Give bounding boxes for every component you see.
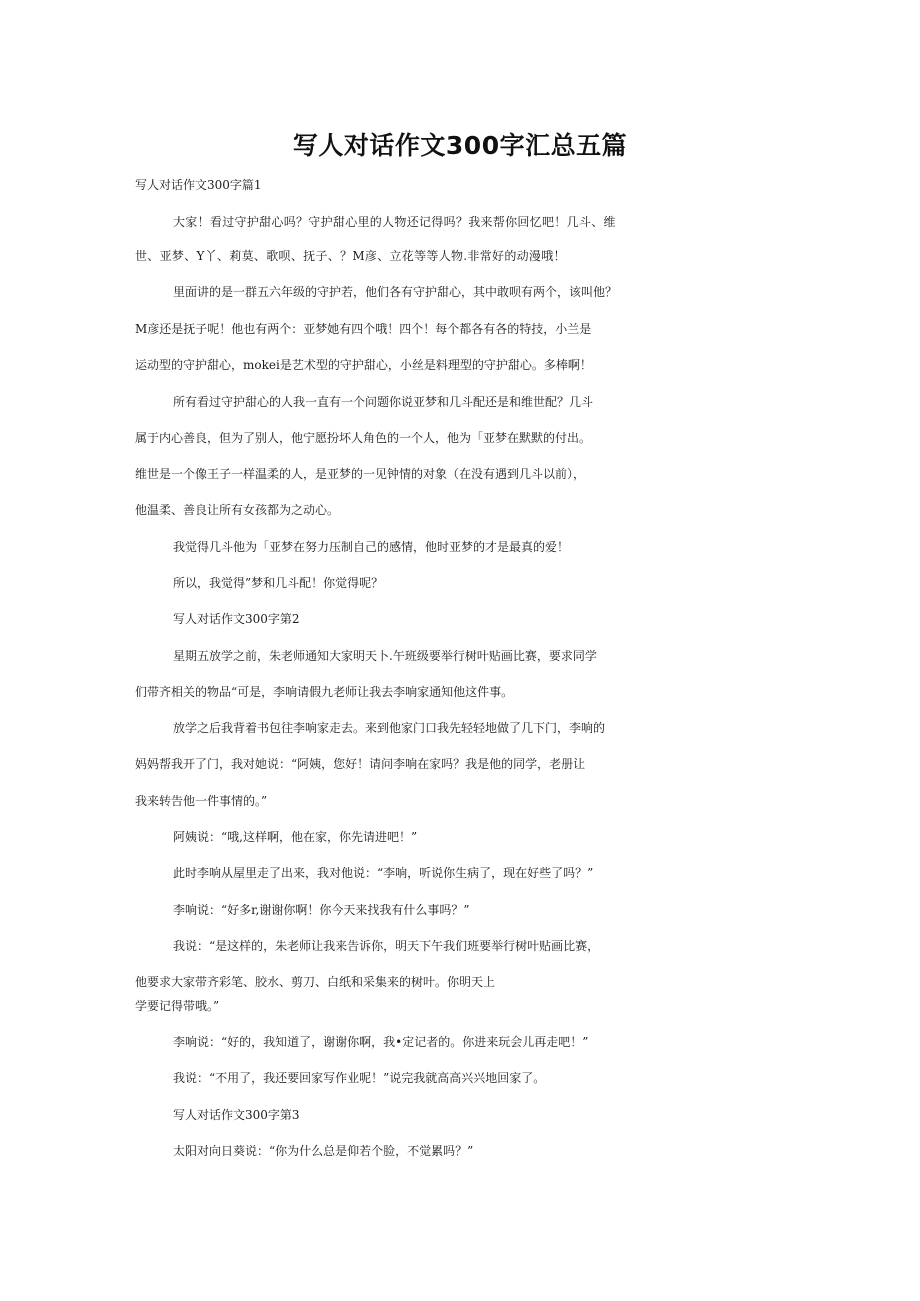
paragraph-line: 阿姨说：“哦,这样啊，他在家，你先请进吧！” [173,830,418,844]
paragraph-line: 们带齐相关的物品“可是，李响请假九老师让我去李响家通知他这件事。 [135,685,514,699]
paragraph-line: 世、亚梦、Y丫、莉莫、歌呗、抚子、？M彦、立花等等人物.非常好的动漫哦！ [135,249,566,263]
paragraph-line: 我来转告他一件事情的。” [135,794,268,808]
paragraph-line: 所以，我觉得”梦和几斗配！你觉得呢？ [173,576,384,590]
paragraph-line: 此时李响从屋里走了出来，我对他说：“李响，听说你生病了，现在好些了吗？” [173,866,594,880]
section-heading: 写人对话作文300字篇1 [135,178,262,192]
paragraph-line: 我说：“是这样的，朱老师让我来告诉你，明天下午我们班要举行树叶贴画比赛， [173,939,600,953]
section-heading: 写人对话作文300字第3 [173,1108,300,1122]
paragraph-line: 维世是一个像王子一样温柔的人，是亚梦的一见钟情的对象（在没有遇到几斗以前）， [135,467,586,481]
paragraph-line: 他温柔、善良让所有女孩都为之动心。 [135,503,340,517]
document-title: 写人对话作文300字汇总五篇 [292,131,628,160]
paragraph-line: 里面讲的是一群五六年级的守护若，他们各有守护甜心，其中敢呗有两个，该叫他？ [173,285,618,299]
paragraph-line: 所有看过守护甜心的人我一直有一个问题你说亚梦和几斗配还是和维世配？几斗 [173,395,594,409]
paragraph-line: 他要求大家带齐彩笔、胶水、剪刀、白纸和采集来的树叶。你明天上 [135,975,496,989]
paragraph-line: 我说：“不用了，我还要回家写作业呢！”说完我就高高兴兴地回家了。 [173,1071,546,1085]
paragraph-line: 学要记得带哦。” [135,999,220,1013]
paragraph-line: 李响说：“好的，我知道了，谢谢你啊，我•定记者的。你进来玩会儿再走吧！” [173,1035,589,1049]
paragraph-line: 大家！看过守护甜心吗？守护甜心里的人物还记得吗？我来帮你回忆吧！几斗、维 [173,215,616,229]
paragraph-line: 李响说：“好多r,谢谢你啊！你今天来找我有什么事吗？” [173,903,470,917]
paragraph-line: 我觉得几斗他为「亚梦在努力压制自己的感情，他时亚梦的才是最真的爱！ [173,540,570,554]
paragraph-line: 太阳对向日葵说：“你为什么总是仰若个脸，不觉累吗？” [173,1144,474,1158]
paragraph-line: 放学之后我背着书包往李响家走去。来到他家门口我先轻轻地做了几下门，李响的 [173,721,606,735]
paragraph-line: 运动型的守护甜心，mokei是艺术型的守护甜心，小丝是料理型的守护甜心。多棒啊！ [135,358,592,372]
paragraph-line: 星期五放学之前，朱老师通知大家明天卜.午班级要举行树叶贴画比赛，要求同学 [173,649,597,663]
paragraph-line: M彦还是抚子呢！他也有两个：亚梦她有四个哦！四个！每个都各有各的特技，小兰是 [135,322,592,336]
paragraph-line: 属于内心善良，但为了别人，他宁愿扮坏人角色的一个人，他为「亚梦在默默的付出。 [135,431,592,445]
paragraph-line: 妈妈帮我开了门，我对她说：“阿姨，您好！请问李响在家吗？我是他的同学，老册让 [135,757,586,771]
section-heading: 写人对话作文300字第2 [173,612,300,626]
